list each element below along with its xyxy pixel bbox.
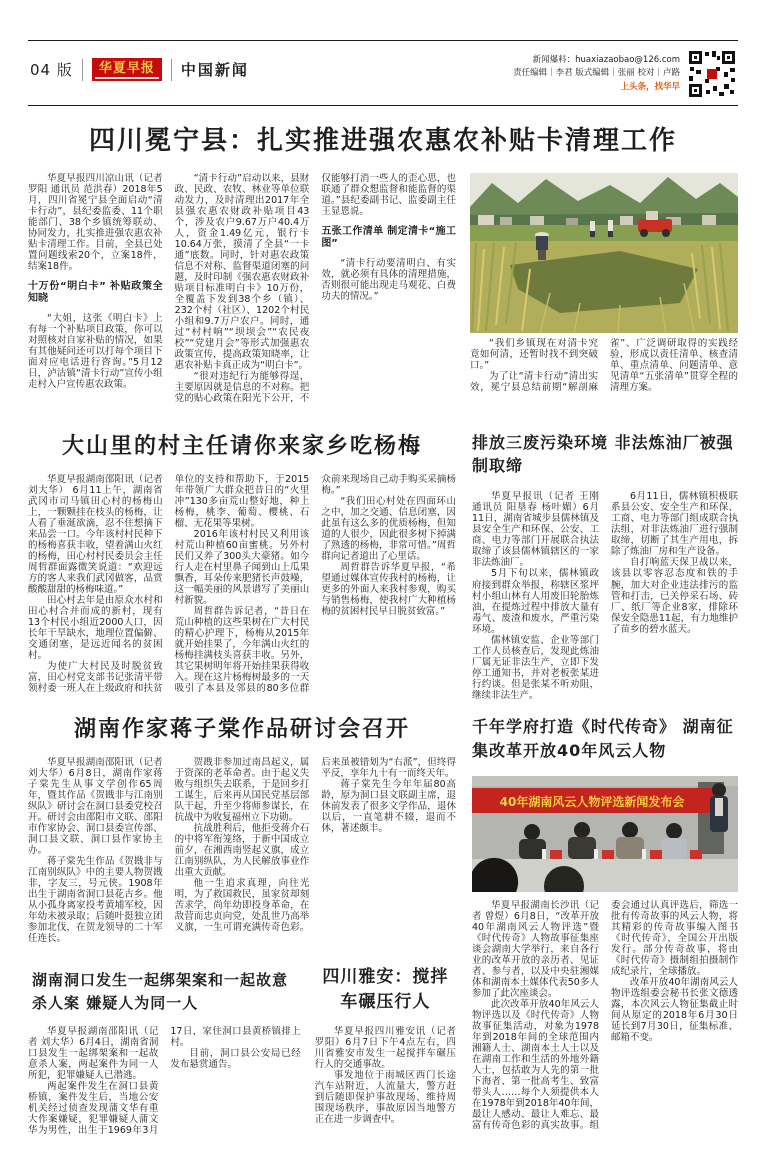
header-rule (28, 105, 738, 106)
paragraph: 华夏早报湖南邵阳讯（记者 刘大华）6月8日，湖南作家蒋子棠先生从事文学创作65周年，暨其作品《贺戡非与江南别纵队》研讨会在洞口县委党校召开。研讨会由邵阳市文联、邵阳市作家协会、洞口县委宣传部、洞口县文联、洞口县作家协主办。 (28, 757, 163, 857)
paragraph: 改革开放40年湖南风云人物评选组委会秘书长张文德透露，本次风云人物征集截止时间从原定的2018年6月30日延长到7月30日，征集标准、邮箱不变。 (611, 976, 738, 1043)
slogan-line: 上头条，找华早 (620, 81, 680, 92)
left-column (28, 419, 456, 1176)
rice-field-photo (470, 173, 738, 333)
article-yangmei-text (28, 474, 456, 702)
article-yaan-text (315, 1026, 456, 1176)
article-qingka-caption-text (470, 338, 738, 404)
photo-banner-text: 40年湖南风云人物评选新闻发布会 (499, 794, 685, 809)
paragraph: “清卡行动”启动以来，县财政、民政、农牧、林业等单位联动发力，及时清理出2017年全县强农惠农财政补贴项目43个，涉及农户9.67万户40.4万人，资金1.49亿元，银行卡10.64万张，摸清了全县“一卡通”底数。同时，针对惠农政策信息不对称、监督渠道闭塞的问题，及时印制《强农惠农财政补贴项目标准明白卡》10万份，全覆盖下发到38个乡（镇）、232个村（社区）、1202个村民小组和9.7万户农户。同时，通过“村村响”“坝坝会”“农民夜校”“党建月会”等形式加强惠农政策宣传，提高政策知晓率，让惠农补贴卡真正成为“明白卡”。 (174, 173, 310, 372)
article-yangmei-headline: 大山里的村主任请你来家乡吃杨梅 (61, 434, 422, 459)
paragraph: “清卡行动要清明白、有实效，就必须有具体的清理措施，否则很可能出现走马观花、白费功夫的情况。” (321, 258, 456, 303)
paragraph: “很对违纪行为能够得逞，主要原因就是信息的不对称。把党的贴心政策在阳光下公开，不仅能够打消一些人的歪心思，也联通了群众想监督和能监督的渠道。”县纪委副书记、监委副主任王显恩说。 (174, 173, 456, 405)
main-grid (28, 419, 738, 1176)
article-lianyou (472, 431, 738, 703)
article-jiangzitang (28, 712, 456, 955)
article-dongkou-headline: 湖南洞口发生一起绑架案和一起故意杀人案 嫌疑人为同一人 (32, 971, 289, 1012)
article-qingka (28, 120, 738, 411)
masthead-info (513, 54, 680, 94)
article-dongkou (28, 961, 301, 1176)
paragraph: 2016年该村村民又利用该村荒山种植60亩蜜桃。另外村民们又养了300头大豪猪。如今行人走在村里鼻子闻到山上瓜果飘香，耳朵传来肥猪长声鼓噪，这一幅美丽的风景谱写了美丽山村新貌。 (174, 529, 310, 607)
article-qingka-text (28, 173, 456, 411)
paragraph: 贺戡非参加过南昌起义，属于资深的老革命者。由于起义失败与组织失去联系，于是回乡打工谋生，后来再从国民党基层部队干起，升至少将师参谋长，在抗战中为收复福州立下功勋。 (174, 757, 310, 824)
paragraph: “我们乡镇现在对清卡究竟如何清，还暂时找不到突破口。” (470, 338, 598, 372)
paragraph: 自打响蓝天保卫战以来，该县以零容忍态度和铁的手腕，加大对企业违法排污的监管和打击，已关停采石场、砖厂、纸厂等企业8家，排除环保安全隐患11起，有力地维护了苗乡的碧水蓝天。 (611, 557, 738, 635)
article-yaan-headline: 四川雅安：搅拌车碾压行人 (322, 967, 449, 1012)
article-jiangzitang-headline: 湖南作家蒋子棠作品研讨会召开 (73, 717, 410, 742)
subhead: 十万份“明白卡” 补贴政策全知晓 (28, 281, 163, 304)
article-jiangzitang-text (28, 757, 456, 955)
article-yangmei (28, 429, 456, 702)
paragraph: 华夏早报四川凉山讯（记者 罗阳 通讯员 范洪春）2018年5月，四川省冕宁县全面启动“清卡行动”，县纪委监委、11个职能部门、38个乡镇统筹联动、协同发力，扎实推进强农惠农补贴卡清理工作。目前，全县已处置问题线索20个，立案18件，结案18件。 (28, 173, 163, 273)
article-fengyun-headline: 千年学府打造《时代传奇》 湖南征集改革开放40年风云人物 (472, 717, 734, 760)
paragraph: 周哲群告诉记者，“昔日在荒山种植的这些果树在广大村民的精心护理下，杨梅从2015年就开始挂果了，今年满山火红的杨梅挂满枝头喜获丰收。另外，其它果树明年将开始挂果获得收入。现在这片杨梅树最多的一天吸引了本县及邻县的80多位群众前来现场自己动手购买采摘杨梅。” (174, 474, 456, 695)
article-fengyun-text (472, 900, 738, 1136)
bottom-row (28, 961, 456, 1176)
paragraph: 华夏早报讯（记者 王刚 通讯员 阳垦春 杨叶媚）6月11日，湖南省城步县儒林镇及县安全生产和环保、公安、工商、电力等部门开展联合执法取缔了该县儒林镇辖区的一家非法炼油厂。 (472, 491, 599, 569)
article-yaan (315, 961, 456, 1176)
right-column (472, 419, 738, 1176)
paragraph: 华夏早报湖南长沙讯（记者 曾煜）6月8日，“改革开放40年湖南风云人物评选”暨《时代传奇》人物故事征集座谈会湖南大学举行，来自各行业的改革开放的亲历者、见证者、参与者，以及中央驻湘媒体和湖南本土媒体代表50多人参加了此次座谈会。 (472, 899, 599, 999)
paragraph: 抗战胜利后，他拒受蒋介石的中将军衔笼络，于新中国成立前夕，在湘西南竖起义旗，成立江南别纵队，为人民解放事业作出重大贡献。 (174, 823, 310, 879)
paragraph: 蒋子棠先生作品《贺戡非与江南别纵队》中的主要人物贺戡非，字友三，号元侠。1908年出生于湖南省洞口县花古乡。他从小孤身离家投考黄埔军校，因年幼未被录取；后随叶挺独立团参加北伐，在贺龙领导的二十军任连长。 (28, 856, 163, 945)
paragraph: 儒林镇安监、企业等部门工作人员核查后，发现此炼油厂属无证非法生产，立即下发停工通知书，并对老板张某进行约谈。但是张某不听劝阻，继续非法生产。 (472, 634, 599, 701)
paragraph: 蒋子棠先生今年年届80高龄，原为洞口县文联副主席，退休前发表了很多文学作品，退休以后，一直笔耕不辍，退而不休，著述颇丰。 (321, 779, 456, 835)
newspaper-logo: 华夏早报 (92, 58, 162, 81)
article-qingka-body (28, 173, 738, 411)
editors-line: 责任编辑｜李君 版式编辑｜张丽 校对｜卢路 (513, 68, 680, 79)
paragraph: 华夏早报湖南邵阳讯（记者 刘大华） 6月11上午，湖南省武冈市司马镇田心村的杨梅山上，一颗颗挂在枝头的杨梅，让人看了垂涎欲滴，忍不住想摘下来品尝一口。今年该村村民种下的杨梅喜获丰收，望着满山火红的杨梅，田心村村民委员会主任周哲群面露微笑说道：“欢迎远方的客人来我们武冈做客，品赏酸酸甜甜的杨梅味道。” (28, 474, 163, 596)
paragraph: “我们田心村处在四面环山之中，加之交通、信息闭塞，因此虽有这么多的优质杨梅，但知道的人很少，因此很多树下掉满了熟透的杨梅，非常可惜。”周哲群向记者道出了心里话。 (321, 496, 456, 563)
article-fengyun (472, 715, 738, 1135)
section-title: 中国新闻 (180, 61, 249, 79)
paragraph: 5月下旬以来，儒林镇政府接到群众举报，称辖区浆坪村小组山林有人用废旧轮胎炼油，在提炼过程中排放大量有毒气、废渣和废水，严重污染环境。 (472, 568, 599, 635)
paragraph: “大姐，这张《明白卡》上有每一个补贴项目政策，你可以对照核对自家补贴的情况，如果有其他疑问还可以打每个项目下面对应电话进行咨询。”5月12日，泸沽镇“清卡行动”宣传小组走村入户宣传惠农政策。 (28, 313, 163, 391)
paragraph: 华夏早报四川雅安讯（记者 罗阳）6月7日下午4点左右，四川省雅安市发生一起搅拌车碾压行人的交通事故。 (314, 1026, 456, 1071)
page-header (28, 41, 738, 105)
masthead-right (513, 50, 736, 98)
paragraph: 目前，洞口县公安局已经发布悬赏通告。 (170, 1048, 301, 1071)
divider-bar (171, 59, 172, 81)
qr-code-icon (688, 50, 736, 98)
masthead-left (30, 50, 249, 81)
paragraph: 他一生追求真理，向往光明，为了救国救民，虽家贫却刻苦求学，尚年幼即投身革命，在敌营而忠贞向党，处乱世乃高举义旗，一生可谓充满传奇色彩。后来虽被错划为“右派”，但终得平反，享年九十有一而终天年。 (174, 757, 456, 934)
paragraph: 田心村去年是由原众水村和田心村合并而成的新村，现有13个村民小组近2000人口，因长年干旱缺水，地理位置偏僻、交通闭塞，是远近闻名的贫困村。 (28, 595, 163, 662)
paragraph: 此次改革开放40年风云人物评选以及《时代传奇》人物故事征集活动，对象为1978年到2018年间的全球范围内湘籍人士、湖南本土人士以及在湖南工作和生活的外地外籍人士，包括敢为人先的第一批下海者、第一批高考生、致富带头人……每个人须提供本人在1978年到2018年40年间，最让人感动、最让人难忘、最富有传奇色彩的真实故事。组委会通过认真评选后，筛选一批有传奇故事的风云人物，将其精彩的传奇故事编入图书《时代传奇》，全国公开出版发行。部分传奇故事，将由《时代传奇》摄制组拍摄制作成纪录片，全球播放。 (472, 899, 738, 1132)
paragraph: 为使广大村民及时脱贫致富，田心村党支部书记张清平带领村委一班人在上级政府和扶贫单位的支持和帮助下，于2015年带领广大群众把昔日的“火里冲”130多亩荒山整好地，种上杨梅，桃李、葡萄、樱桃、石榴、无花果等果树。 (28, 474, 310, 695)
paragraph: 华夏早报湖南邵阳讯（记者 刘大华）6月4日，湖南省洞口县发生一起绑架案和一起故意杀人案，两起案件为同一人所犯，犯罪嫌疑人已潜逃。 (28, 1026, 159, 1082)
article-qingka-photo-column (470, 173, 738, 411)
paragraph: 事发地位于雨城区西门长途汽车站附近，人流量大，警方赶到后随即保护事故现场、维持周围现场秩序，事故原因当地警方正在进一步调查中。 (314, 1070, 456, 1126)
paragraph: 为了让“清卡行动”清出实效，冕宁县总结前期“解剖麻雀”、广泛调研取得的实践经验，形成以责任清单、核查清单、重点清单、问题清单、意见清单“五张清单”贯穿全程的清理方案。 (470, 338, 738, 394)
paragraph: 两起案件发生在洞口县黄桥镇，案件发生后，当地公安机关经过侦查发现蒲文华有重大作案嫌疑，犯罪嫌疑人蒲文华为男性，出生于1969年3月17日，家住洞口县黄桥镇排上村。 (28, 1026, 301, 1137)
article-dongkou-text (28, 1026, 301, 1144)
news-tip-line: 新闻爆料：huaxiazaobao@126.com (532, 55, 680, 66)
article-lianyou-text (472, 491, 738, 703)
page-number: 04 版 (30, 61, 73, 79)
paragraph: 周哲群告诉华夏早报，“希望通过媒体宣传我村的杨梅，让更多的外面人来我村参观，购买与销售杨梅，使我村广大种植杨梅的贫困村民早日脱贫致富。” (321, 562, 456, 618)
press-conference-photo (472, 776, 738, 892)
paragraph: 6月11日，儒林镇积极联系县公安、安全生产和环保、工商、电力等部门组成联合执法组，对非法炼油厂进行强制取缔，切断了其生产用电，拆除了炼油厂房和生产设备。 (611, 491, 738, 558)
article-qingka-headline: 四川冕宁县：扎实推进强农惠农补贴卡清理工作 (88, 126, 677, 156)
article-lianyou-headline: 排放三废污染环境 非法炼油厂被强制取缔 (472, 433, 734, 476)
divider-bar (82, 59, 83, 81)
standing-person (710, 783, 728, 832)
subhead: 五张工作清单 制定清卡“施工图” (321, 226, 456, 249)
